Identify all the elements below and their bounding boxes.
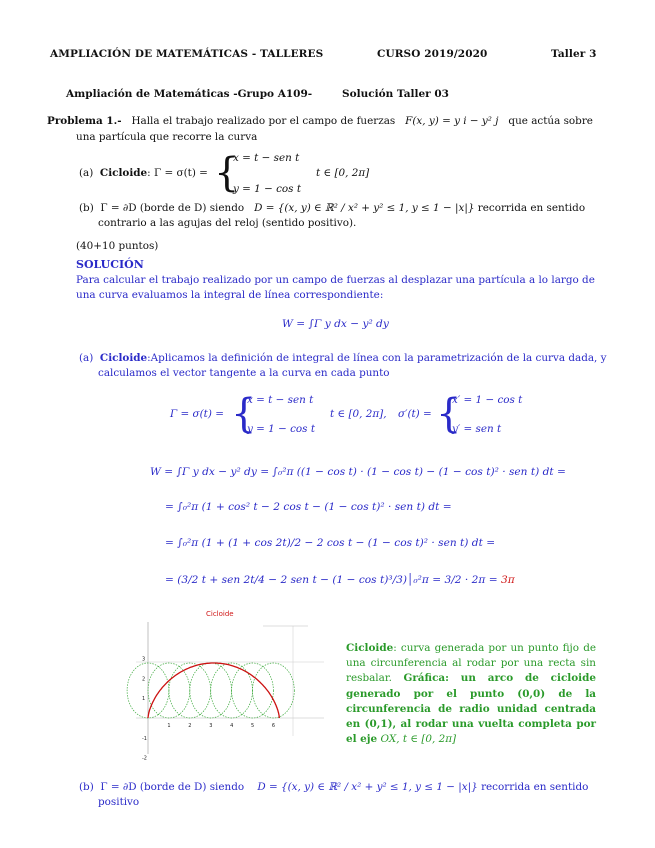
x-tick-label: 3: [209, 723, 213, 729]
problem-a-label: (a): [79, 167, 94, 179]
brace-a: {: [214, 150, 240, 196]
solution-intro-2: una curva evaluamos la integral de línea correspondiente:: [76, 289, 384, 301]
y-tick-label: -1: [142, 735, 147, 742]
deriv-lhs: σ′(t) =: [398, 408, 432, 420]
x-tick-label: 4: [230, 723, 234, 729]
x-tick-label: 5: [251, 723, 255, 729]
solution-a-text2: calculamos el vector tangente a la curva en cada punto: [98, 367, 390, 379]
problem-text-a: Halla el trabajo realizado por el campo de fuerzas: [131, 115, 396, 127]
problem-text-c: una partícula que recorre la curva: [76, 131, 258, 143]
problem-b-label: (b): [79, 202, 94, 214]
y-tick-label: 3: [142, 656, 146, 663]
solution-a: [79, 351, 609, 367]
work-integral: W = ∫Γ y dx − y² dy: [282, 318, 389, 330]
solution-heading: SOLUCIÓN: [76, 258, 144, 271]
brace-deriv: {: [436, 391, 462, 437]
problem-a-x: x = t − sen t: [233, 152, 300, 164]
x-tick-label: 1: [167, 723, 171, 729]
problem-b: [79, 201, 609, 217]
problem-a: [79, 166, 208, 182]
figure-caption: [346, 641, 596, 747]
solution-a-text1: :Aplicamos la definición de integral de línea con la parametrización de la curva dada, y: [147, 352, 607, 364]
solution-b-tail: recorrida en sentido: [481, 781, 589, 793]
problem-b-line2: contrario a las agujas del reloj (sentido positivo).: [98, 217, 357, 229]
problem-statement: [47, 114, 607, 130]
caption-text: : curva generada por un punto fijo de una circunferencia al rodar por una recta sin resbalar.: [346, 642, 596, 685]
solution-b-set: D = {(x, y) ∈ ℝ² / x² + y² ≤ 1, y ≤ 1 − |x|}: [257, 781, 478, 793]
header-left: AMPLIACIÓN DE MATEMÁTICAS - TALLERES: [50, 48, 324, 60]
header-right: Taller 3: [551, 48, 597, 60]
cycloid-figure: [128, 606, 328, 762]
param-x: x = t − sen t: [247, 394, 314, 406]
brace-param: {: [231, 391, 257, 437]
y-tick-label: 1: [142, 696, 146, 703]
figure-title: Cicloide: [206, 610, 234, 618]
solution-b-text: Γ = ∂D (borde de D) siendo: [100, 781, 245, 793]
group-title: Ampliación de Matemáticas -Grupo A109-: [66, 88, 313, 100]
caption-term: Cicloide: [346, 642, 394, 654]
param-t: t ∈ [0, 2π],: [330, 408, 387, 420]
problem-b-set: D = {(x, y) ∈ ℝ² / x² + y² ≤ 1, y ≤ 1 − |x|}: [254, 202, 475, 214]
param-lhs: Γ = σ(t) =: [170, 408, 224, 420]
solution-b-line2: positivo: [98, 796, 140, 808]
solution-b-label: (b): [79, 781, 94, 793]
problem-text-b: que actúa sobre: [508, 115, 593, 127]
solution-b: [79, 780, 609, 796]
problem-a-name: Cicloide: [99, 167, 148, 179]
deriv-x: x′ = 1 − cos t: [452, 394, 523, 406]
force-field: F(x, y) = y i − y² j: [405, 115, 499, 127]
deriv-y: y′ = sen t: [452, 423, 502, 435]
solution-a-label: (a): [79, 352, 94, 364]
integral-result: 3π: [500, 574, 515, 586]
integral-line-2: = ∫₀²π (1 + cos² t − 2 cos t − (1 − cos t)² · sen t) dt =: [165, 501, 452, 513]
problem-label: Problema 1.-: [47, 115, 122, 127]
y-tick-label: 2: [142, 676, 146, 683]
problem-b-text: Γ = ∂D (borde de D) siendo: [100, 202, 245, 214]
x-tick-label: 6: [271, 723, 276, 729]
solution-title: Solución Taller 03: [342, 88, 449, 100]
header-center: CURSO 2019/2020: [377, 48, 488, 60]
integral-line-3: = ∫₀²π (1 + (1 + cos 2t)/2 − 2 cos t − (1 − cos t)² · sen t) dt =: [165, 537, 496, 549]
solution-intro-1: Para calcular el trabajo realizado por un campo de fuerzas al desplazar una partícula a lo largo de: [76, 274, 595, 286]
integral-line-4-text: = (3/2 t + sen 2t/4 − 2 sen t − (1 − cos t)³/3)│₀²π = 3/2 · 2π =: [165, 574, 498, 586]
problem-a-y: y = 1 − cos t: [233, 183, 301, 195]
y-tick-label: -2: [142, 755, 147, 762]
caption-bold: Gráfica: un arco de cicloide generado por el punto (0,0) de la circunferencia de radio unidad centrada en (0,1), al rodar una vuelta completa por el eje: [346, 672, 596, 746]
problem-a-lhs: : Γ = σ(t) =: [147, 167, 208, 179]
caption-range: t ∈ [0, 2π]: [402, 733, 457, 746]
problem-b-tail: recorrida en sentido: [477, 202, 586, 214]
param-y: y = 1 − cos t: [247, 423, 315, 435]
integral-line-4: [165, 574, 515, 586]
x-tick-label: 2: [188, 723, 192, 729]
solution-a-name: Cicloide: [99, 352, 148, 364]
problem-a-t: t ∈ [0, 2π]: [316, 167, 370, 179]
points: (40+10 puntos): [76, 240, 159, 252]
integral-line-1: W = ∫Γ y dx − y² dy = ∫₀²π ((1 − cos t) · (1 − cos t) − (1 − cos t)² · sen t) dt =: [150, 466, 566, 478]
caption-axis: OX,: [380, 733, 400, 746]
